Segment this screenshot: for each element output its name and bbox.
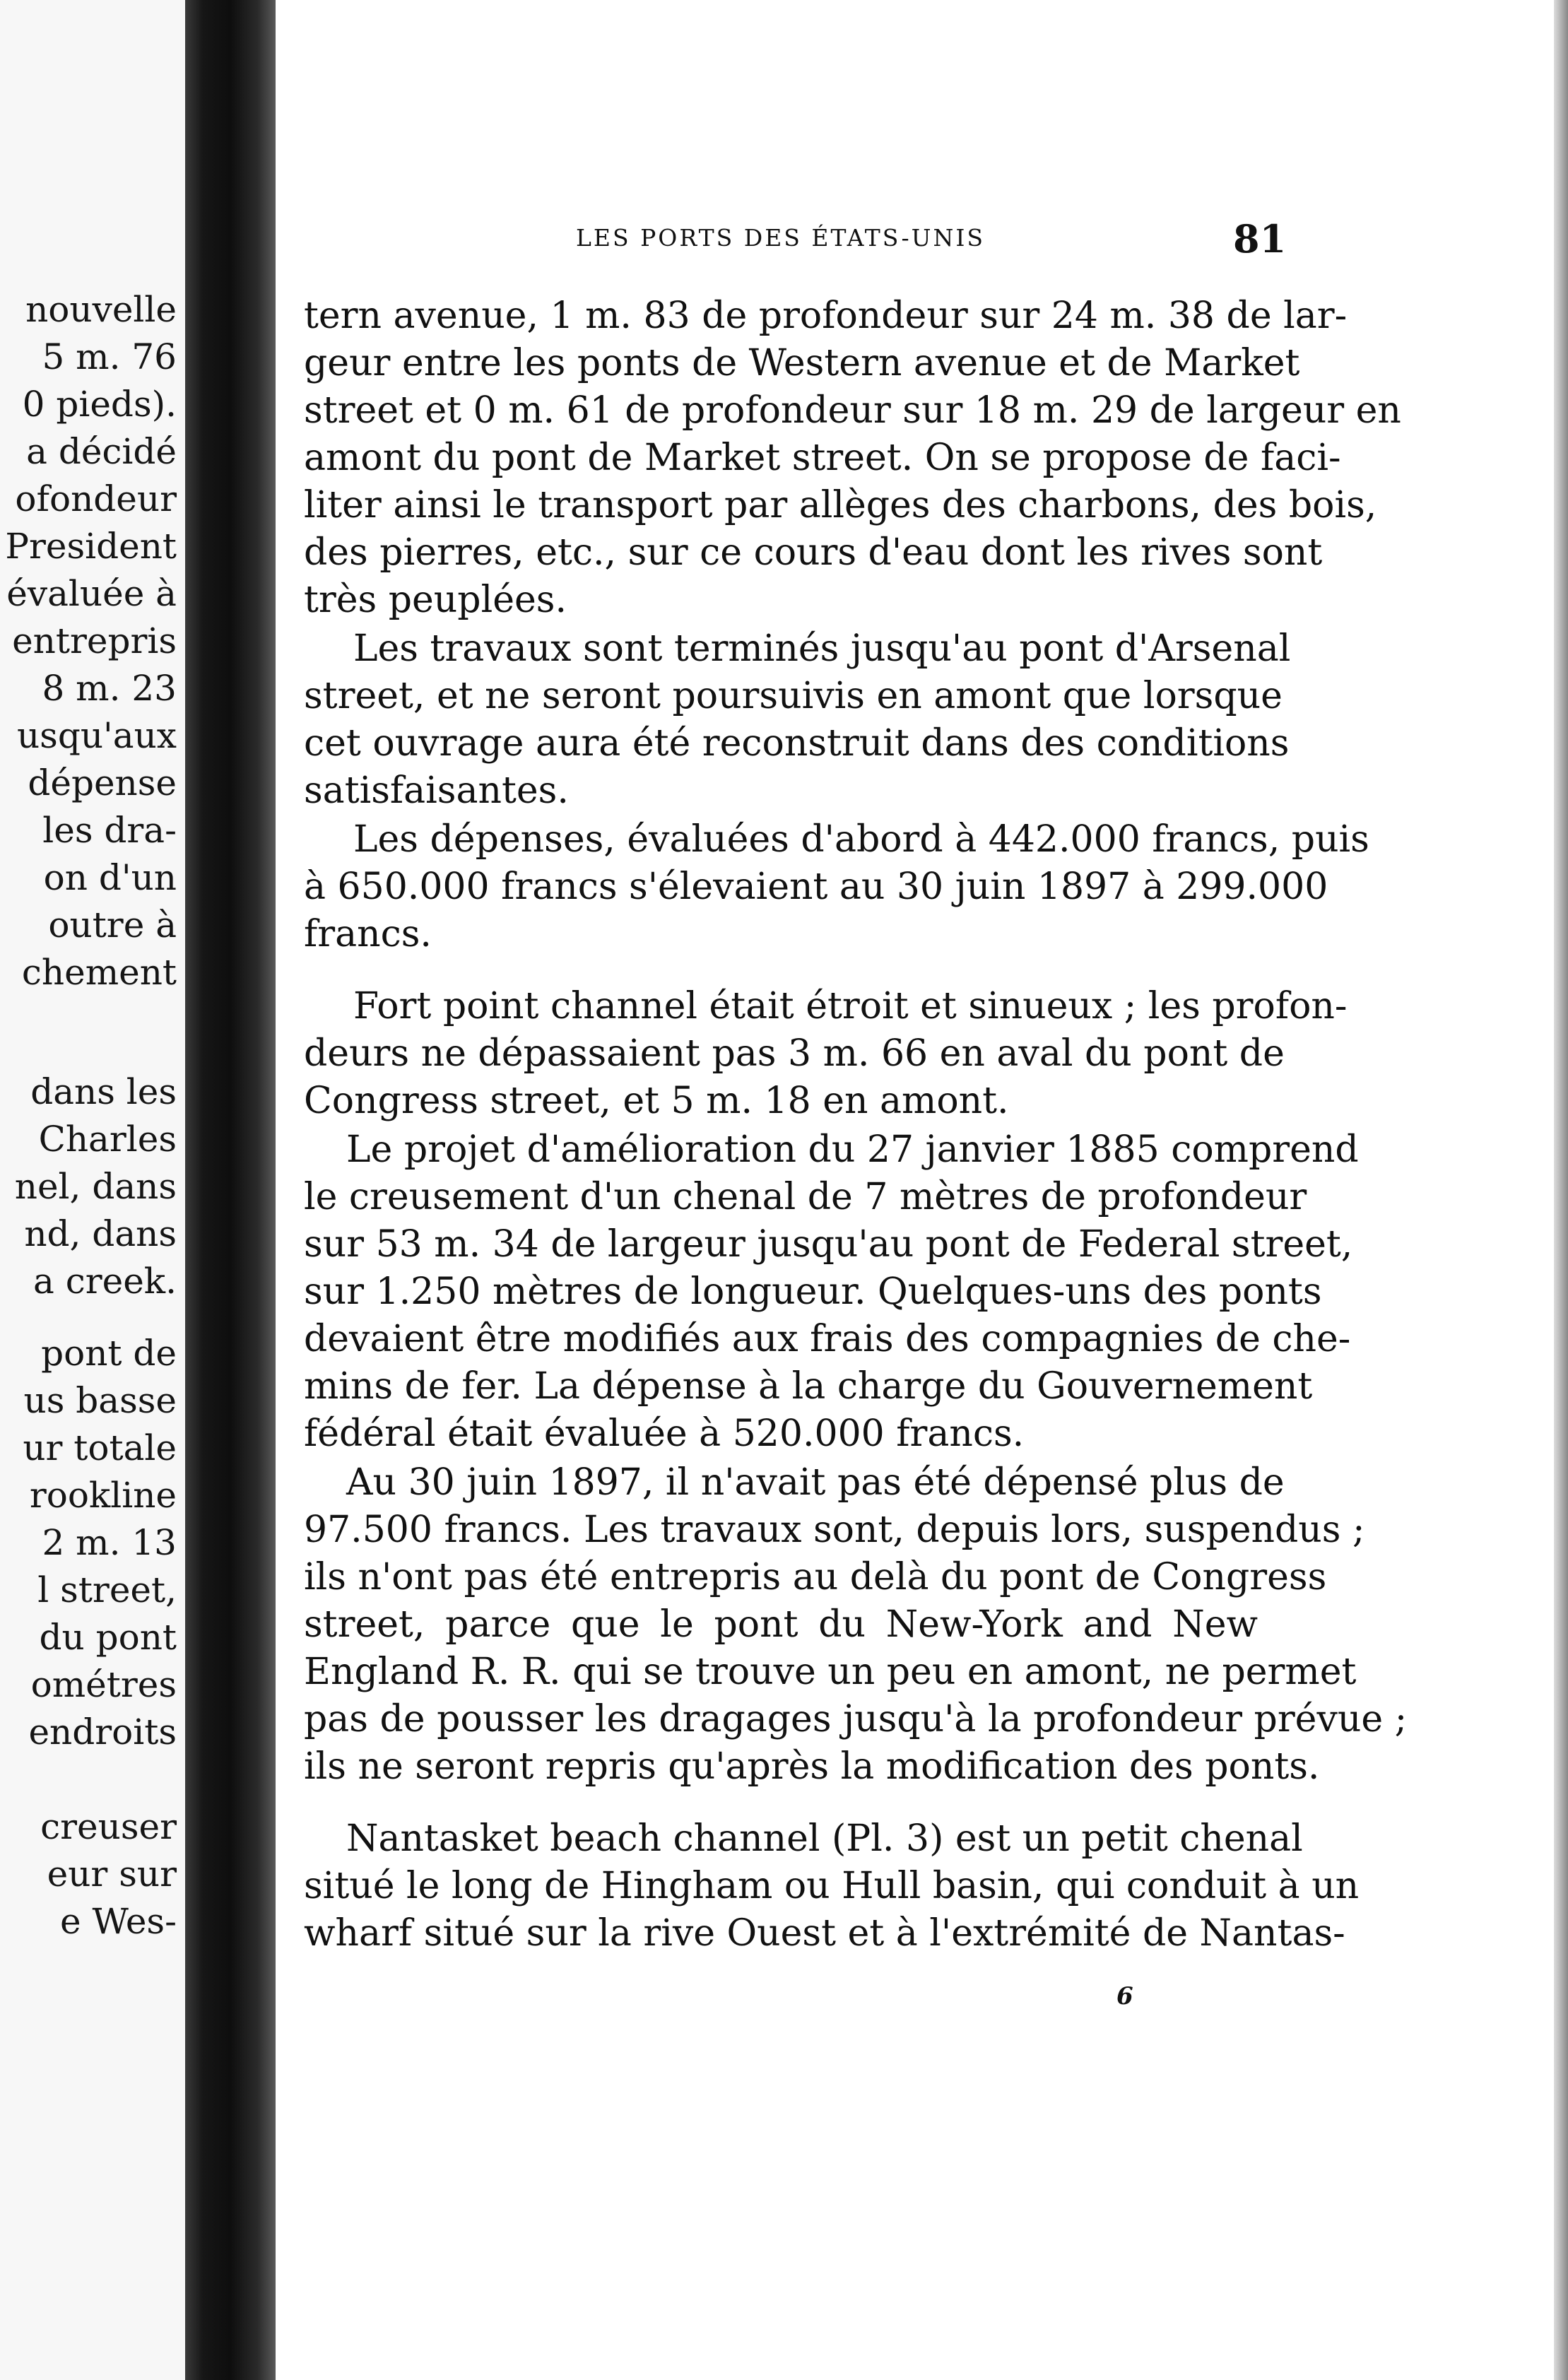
facing-page-line: 2 m. 13 (42, 1522, 177, 1563)
body-text-line: fédéral était évaluée à 520.000 francs. (304, 1413, 1025, 1455)
facing-page-line: ur totale (23, 1427, 177, 1468)
body-text-line: street, parce que le pont du New-York and New (304, 1603, 1258, 1646)
body-text-line: tern avenue, 1 m. 83 de profondeur sur 24 m. 38 de lar- (304, 295, 1348, 337)
facing-page-line: nd, dans (24, 1213, 177, 1254)
facing-page-line: eur sur (47, 1854, 177, 1895)
body-text-line: 97.500 francs. Les travaux sont, depuis lors, suspendus ; (304, 1509, 1365, 1551)
body-text-line: cet ouvrage aura été reconstruit dans des conditions (304, 722, 1290, 765)
body-text-line: sur 53 m. 34 de largeur jusqu'au pont de Federal street, (304, 1223, 1353, 1266)
facing-page-line: a décidé (26, 431, 177, 472)
body-text-line: ils ne seront repris qu'après la modification des ponts. (304, 1745, 1320, 1788)
facing-page-line: 0 pieds). (22, 384, 177, 425)
facing-page-line: évaluée à (6, 573, 177, 614)
facing-page-line: us basse (23, 1380, 177, 1421)
facing-page-line: dépense (28, 762, 177, 803)
facing-page-line: du pont (39, 1617, 177, 1658)
page-number: 81 (1233, 216, 1287, 261)
facing-page-line: pont de (41, 1333, 177, 1374)
body-text-line: wharf situé sur la rive Ouest et à l'extrémité de Nantas- (304, 1912, 1345, 1955)
body-text-line: Le projet d'amélioration du 27 janvier 1885 comprend (346, 1129, 1359, 1171)
body-text-line: sur 1.250 mètres de longueur. Quelques-uns des ponts (304, 1271, 1322, 1313)
facing-page-line: dans les (30, 1071, 177, 1112)
body-text-line: deurs ne dépassaient pas 3 m. 66 en aval du pont de (304, 1032, 1285, 1075)
facing-page-line: creuser (40, 1806, 177, 1847)
body-text-line: England R. R. qui se trouve un peu en amont, ne permet (304, 1651, 1357, 1693)
body-text-line: mins de fer. La dépense à la charge du Gouvernement (304, 1365, 1313, 1408)
facing-page-line: outre à (48, 905, 177, 945)
facing-page-line: 8 m. 23 (42, 668, 177, 709)
facing-page-line: ométres (30, 1664, 177, 1705)
facing-page-line: e Wes- (60, 1901, 177, 1942)
facing-page-line: President (5, 526, 177, 567)
facing-page-line: usqu'aux (16, 715, 177, 756)
body-text-line: Congress street, et 5 m. 18 en amont. (304, 1080, 1009, 1122)
body-text-line: Nantasket beach channel (Pl. 3) est un petit chenal (346, 1818, 1303, 1860)
facing-page-line: on d'un (43, 857, 177, 898)
signature-mark: 6 (1116, 1982, 1133, 2010)
facing-page-line: ofondeur (15, 478, 177, 519)
body-text-line: geur entre les ponts de Western avenue et de Market (304, 342, 1300, 384)
facing-page-line: a creek. (33, 1261, 177, 1302)
facing-page-line: endroits (28, 1712, 177, 1752)
facing-page-line: Charles (38, 1119, 177, 1160)
body-text-line: Au 30 juin 1897, il n'avait pas été dépensé plus de (346, 1461, 1285, 1504)
body-text-line: Les dépenses, évaluées d'abord à 442.000 francs, puis (353, 818, 1369, 861)
body-text-line: amont du pont de Market street. On se propose de faci- (304, 437, 1341, 479)
body-text-line: le creusement d'un chenal de 7 mètres de profondeur (304, 1176, 1307, 1218)
body-text-line: francs. (304, 913, 432, 955)
body-text-line: Les travaux sont terminés jusqu'au pont d'Arsenal (353, 628, 1291, 670)
facing-page-line: nouvelle (25, 289, 177, 330)
body-text-line: à 650.000 francs s'élevaient au 30 juin 1897 à 299.000 (304, 866, 1328, 908)
facing-page-line: 5 m. 76 (42, 336, 177, 377)
body-text-line: Fort point channel était étroit et sinueux ; les profon- (353, 985, 1348, 1027)
body-text-line: des pierres, etc., sur ce cours d'eau dont les rives sont (304, 531, 1323, 574)
facing-page-line: rookline (29, 1475, 177, 1516)
book-gutter-shadow (185, 0, 276, 2380)
body-text-line: liter ainsi le transport par allèges des charbons, des bois, (304, 484, 1377, 526)
body-text-line: street, et ne seront poursuivis en amont que lorsque (304, 675, 1283, 717)
body-text-line: très peuplées. (304, 579, 567, 621)
facing-page-line: chement (21, 952, 177, 993)
facing-page-fragment (0, 0, 185, 2380)
page-edge-shadow (1554, 0, 1568, 2380)
running-head: LES PORTS DES ÉTATS-UNIS (576, 224, 986, 252)
body-text-line: pas de pousser les dragages jusqu'à la profondeur prévue ; (304, 1698, 1408, 1740)
body-text-line: devaient être modifiés aux frais des compagnies de che- (304, 1318, 1351, 1360)
facing-page-line: nel, dans (14, 1166, 177, 1207)
body-text-line: street et 0 m. 61 de profondeur sur 18 m. 29 de largeur en (304, 389, 1401, 432)
body-text-line: ils n'ont pas été entrepris au delà du pont de Congress (304, 1556, 1327, 1598)
facing-page-line: l street, (37, 1569, 177, 1610)
body-text-line: satisfaisantes. (304, 770, 569, 812)
body-text-line: situé le long de Hingham ou Hull basin, qui conduit à un (304, 1865, 1360, 1907)
facing-page-line: entrepris (12, 620, 177, 661)
facing-page-line: les dra- (42, 810, 177, 851)
